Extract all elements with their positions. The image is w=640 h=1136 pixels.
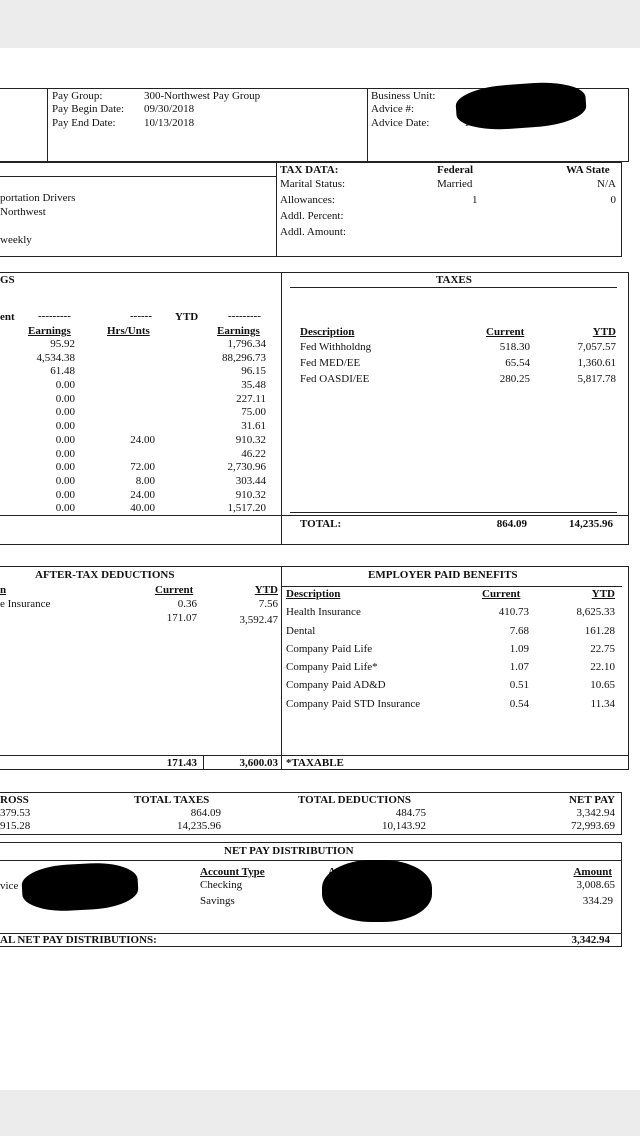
benefit-row-desc: Health Insurance: [286, 606, 361, 618]
taxable-note: *TAXABLE: [286, 757, 344, 769]
deductions-total-line: [0, 755, 629, 756]
deductions-benefits-divider: [281, 566, 282, 770]
taxes-row-ytd: 1,360.61: [577, 357, 616, 369]
earnings-hours-value: [100, 448, 155, 462]
earnings-current-value: 61.48: [50, 365, 75, 378]
benefit-row-desc: Company Paid Life*: [286, 661, 378, 673]
earnings-hours-value: 8.00: [135, 474, 155, 487]
advice-number-label: Advice #:: [371, 103, 415, 115]
earnings-hours-value: [100, 365, 155, 379]
earnings-taxes-divider: [281, 272, 282, 545]
taxes-total-label: TOTAL:: [300, 518, 342, 530]
earnings-ytd-value: 227.11: [236, 392, 266, 405]
earnings-current-value: 0.00: [55, 474, 75, 487]
earnings-ytd-value: 31.61: [241, 420, 266, 433]
tax-row-state: N/A: [597, 178, 616, 190]
gross-ytd: 915.28: [0, 820, 31, 832]
account-type-value: Checking: [200, 879, 243, 891]
earnings-current-value: 0.00: [55, 461, 75, 474]
net-pay-label: NET PAY: [569, 794, 615, 806]
employee-line-3: weekly: [0, 234, 32, 246]
taxes-row-desc: Fed Withholdng: [300, 341, 372, 353]
earnings-hours-value: [100, 406, 155, 420]
redaction-account-number: [322, 860, 432, 922]
employee-line-1: portation Drivers: [0, 192, 76, 204]
taxes-row-current: 518.30: [499, 341, 530, 353]
distribution-left-label: vice: [0, 880, 19, 892]
taxes-total-current: 864.09: [496, 518, 527, 530]
earnings-hours-value: 24.00: [130, 433, 155, 446]
earnings-current-value: 0.00: [55, 488, 75, 501]
benefits-header-line: [281, 586, 622, 587]
taxes-row-desc: Fed MED/EE: [300, 357, 361, 369]
benefit-row-current: 1.09: [509, 643, 529, 655]
earnings-hours-value: [100, 379, 155, 393]
amount-value: 334.29: [582, 895, 613, 907]
earnings-hours-value: [100, 393, 155, 407]
after-tax-ytd: 7.56: [258, 598, 278, 610]
header-divider-right: [367, 88, 368, 162]
benefit-row-ytd: 8,625.33: [576, 606, 615, 618]
benefit-row-desc: Company Paid AD&D: [286, 679, 386, 691]
earnings-ytd-value: 2,730.96: [227, 461, 266, 474]
pay-stub-page: [0, 48, 640, 1090]
tax-row-label: Addl. Amount:: [280, 226, 347, 238]
distribution-header-line: [0, 860, 622, 861]
tax-row-federal: Married: [437, 178, 473, 190]
after-tax-row-desc: e Insurance: [0, 598, 51, 610]
earnings-current-value: 0.00: [55, 392, 75, 405]
earnings-hours-value: [100, 338, 155, 352]
earnings-hours-value: 40.00: [130, 502, 155, 515]
benefits-current-header: Current: [482, 588, 521, 600]
distribution-total-label: AL NET PAY DISTRIBUTIONS:: [0, 934, 157, 946]
earnings-ytd-header: YTD: [175, 311, 199, 323]
earnings-current-value: 95.92: [50, 338, 75, 350]
taxes-title: TAXES: [436, 274, 472, 286]
tax-row-label: Allowances:: [280, 194, 335, 206]
earnings-ytd-value: 46.22: [241, 447, 266, 460]
taxes-row-ytd: 5,817.78: [577, 373, 616, 385]
earnings-current-value: 0.00: [55, 502, 75, 515]
benefit-row-desc: Dental: [286, 625, 316, 637]
taxes-total-line: [290, 512, 617, 513]
earnings-ytd-value: 1,517.20: [227, 502, 266, 515]
earnings-ytd-column: [200, 338, 266, 516]
total-deductions-current: 484.75: [395, 807, 426, 819]
benefits-desc-header: Description: [286, 588, 341, 600]
gross-label: ROSS: [0, 794, 29, 806]
gross-current: 379.53: [0, 807, 31, 819]
after-tax-current: 0.36: [177, 598, 197, 610]
after-tax-current-header: Current: [155, 584, 194, 596]
earnings-current-value: 0.00: [55, 433, 75, 446]
pay-group-label: Pay Group:: [52, 90, 103, 102]
after-tax-desc-header: n: [0, 584, 7, 596]
benefit-row-ytd: 10.65: [590, 679, 615, 691]
after-tax-current: 171.07: [166, 612, 197, 624]
earnings-left-header: ent: [0, 311, 15, 323]
earnings-ytd-value: 88,296.73: [222, 351, 266, 364]
tax-row-state: 0: [610, 194, 616, 206]
earnings-ytd-value: 35.48: [241, 379, 266, 392]
after-tax-title: AFTER-TAX DEDUCTIONS: [35, 569, 175, 581]
benefit-row-desc: Company Paid Life: [286, 643, 373, 655]
total-deductions-label: TOTAL DEDUCTIONS: [298, 794, 411, 806]
after-tax-total-divider: [203, 755, 204, 770]
total-deductions-ytd: 10,143.92: [382, 820, 426, 832]
account-type-header: Account Type: [200, 866, 265, 878]
earnings-dashes-3: ---------: [228, 310, 261, 322]
earnings-current-column: [20, 338, 75, 516]
earnings-hours-value: [100, 352, 155, 366]
earnings-current-value: 0.00: [55, 447, 75, 460]
benefit-row-current: 410.73: [498, 606, 529, 618]
earnings-current-value: 0.00: [55, 420, 75, 433]
amount-value: 3,008.65: [576, 879, 615, 891]
after-tax-total-current: 171.43: [166, 757, 197, 769]
benefit-row-current: 0.51: [509, 679, 529, 691]
benefit-row-current: 7.68: [509, 625, 529, 637]
benefit-row-current: 1.07: [509, 661, 529, 673]
benefit-row-ytd: 11.34: [590, 698, 615, 710]
tax-row-label: Addl. Percent:: [280, 210, 344, 222]
tax-data-header-line: [0, 176, 277, 177]
taxes-row-current: 65.54: [505, 357, 530, 369]
earnings-hours-header: Hrs/Unts: [107, 325, 150, 337]
pay-begin-label: Pay Begin Date:: [52, 103, 125, 115]
tax-data-title: TAX DATA:: [280, 164, 339, 176]
benefit-row-ytd: 22.10: [590, 661, 615, 673]
earnings-ytd-value: 910.32: [235, 433, 266, 446]
earnings-title: GS: [0, 274, 15, 286]
header-divider-left: [47, 88, 48, 162]
earnings-hours-value: [100, 420, 155, 434]
net-pay-ytd: 72,993.69: [571, 820, 615, 832]
pay-end-value: 10/13/2018: [144, 117, 195, 129]
earnings-ytd-value: 910.32: [235, 488, 266, 501]
earnings-dashes-2: ------: [130, 310, 152, 322]
earnings-ytd-value: 75.00: [241, 406, 266, 419]
earnings-ytd-value: 1,796.34: [227, 338, 266, 350]
taxes-ytd-header: YTD: [592, 326, 616, 338]
distribution-title: NET PAY DISTRIBUTION: [224, 845, 354, 857]
taxes-header-line: [290, 287, 617, 288]
total-taxes-current: 864.09: [190, 807, 221, 819]
pay-group-value: 300-Northwest Pay Group: [144, 90, 261, 102]
earnings-hours-value: 72.00: [130, 461, 155, 474]
pay-begin-value: 09/30/2018: [144, 103, 195, 115]
account-type-value: Savings: [200, 895, 235, 907]
employee-line-2: Northwest: [0, 206, 46, 218]
taxes-row-desc: Fed OASDI/EE: [300, 373, 370, 385]
employer-benefits-title: EMPLOYER PAID BENEFITS: [368, 569, 518, 581]
business-unit-label: Business Unit:: [371, 90, 436, 102]
tax-row-federal: 1: [472, 194, 478, 206]
amount-header: Amount: [573, 866, 612, 878]
earnings-bottom-line: [0, 515, 629, 516]
benefit-row-current: 0.54: [509, 698, 529, 710]
total-taxes-ytd: 14,235.96: [177, 820, 221, 832]
net-pay-current: 3,342.94: [576, 807, 615, 819]
after-tax-ytd-header: YTD: [254, 584, 278, 596]
after-tax-ytd: 3,592.47: [239, 614, 278, 626]
earnings-ytd-value: 96.15: [241, 365, 266, 378]
earnings-ytd-value: 303.44: [235, 474, 266, 487]
benefits-ytd-header: YTD: [591, 588, 615, 600]
earnings-ytd-earnings-header: Earnings: [217, 325, 260, 337]
benefit-row-desc: Company Paid STD Insurance: [286, 698, 421, 710]
earnings-taxes-box: [0, 272, 629, 545]
earnings-current-value: 0.00: [55, 379, 75, 392]
taxes-description-header: Description: [300, 326, 355, 338]
pay-end-label: Pay End Date:: [52, 117, 116, 129]
earnings-hours-value: 24.00: [130, 488, 155, 501]
tax-federal-header: Federal: [437, 164, 474, 176]
benefit-row-ytd: 161.28: [584, 625, 615, 637]
total-taxes-label: TOTAL TAXES: [134, 794, 210, 806]
taxes-row-ytd: 7,057.57: [577, 341, 616, 353]
tax-state-header: WA State: [566, 164, 610, 176]
earnings-current-value: 4,534.38: [36, 351, 75, 364]
earnings-hours-column: [100, 338, 155, 516]
taxes-row-current: 280.25: [499, 373, 530, 385]
benefit-row-ytd: 22.75: [590, 643, 615, 655]
distribution-total-amount: 3,342.94: [571, 934, 610, 946]
earnings-dashes-1: ---------: [38, 310, 71, 322]
advice-date-label: Advice Date:: [371, 117, 430, 129]
after-tax-total-ytd: 3,600.03: [239, 757, 278, 769]
tax-row-label: Marital Status:: [280, 178, 346, 190]
taxes-total-ytd: 14,235.96: [569, 518, 613, 530]
earnings-current-header: Earnings: [28, 325, 71, 337]
taxes-current-header: Current: [486, 326, 525, 338]
earnings-current-value: 0.00: [55, 406, 75, 419]
